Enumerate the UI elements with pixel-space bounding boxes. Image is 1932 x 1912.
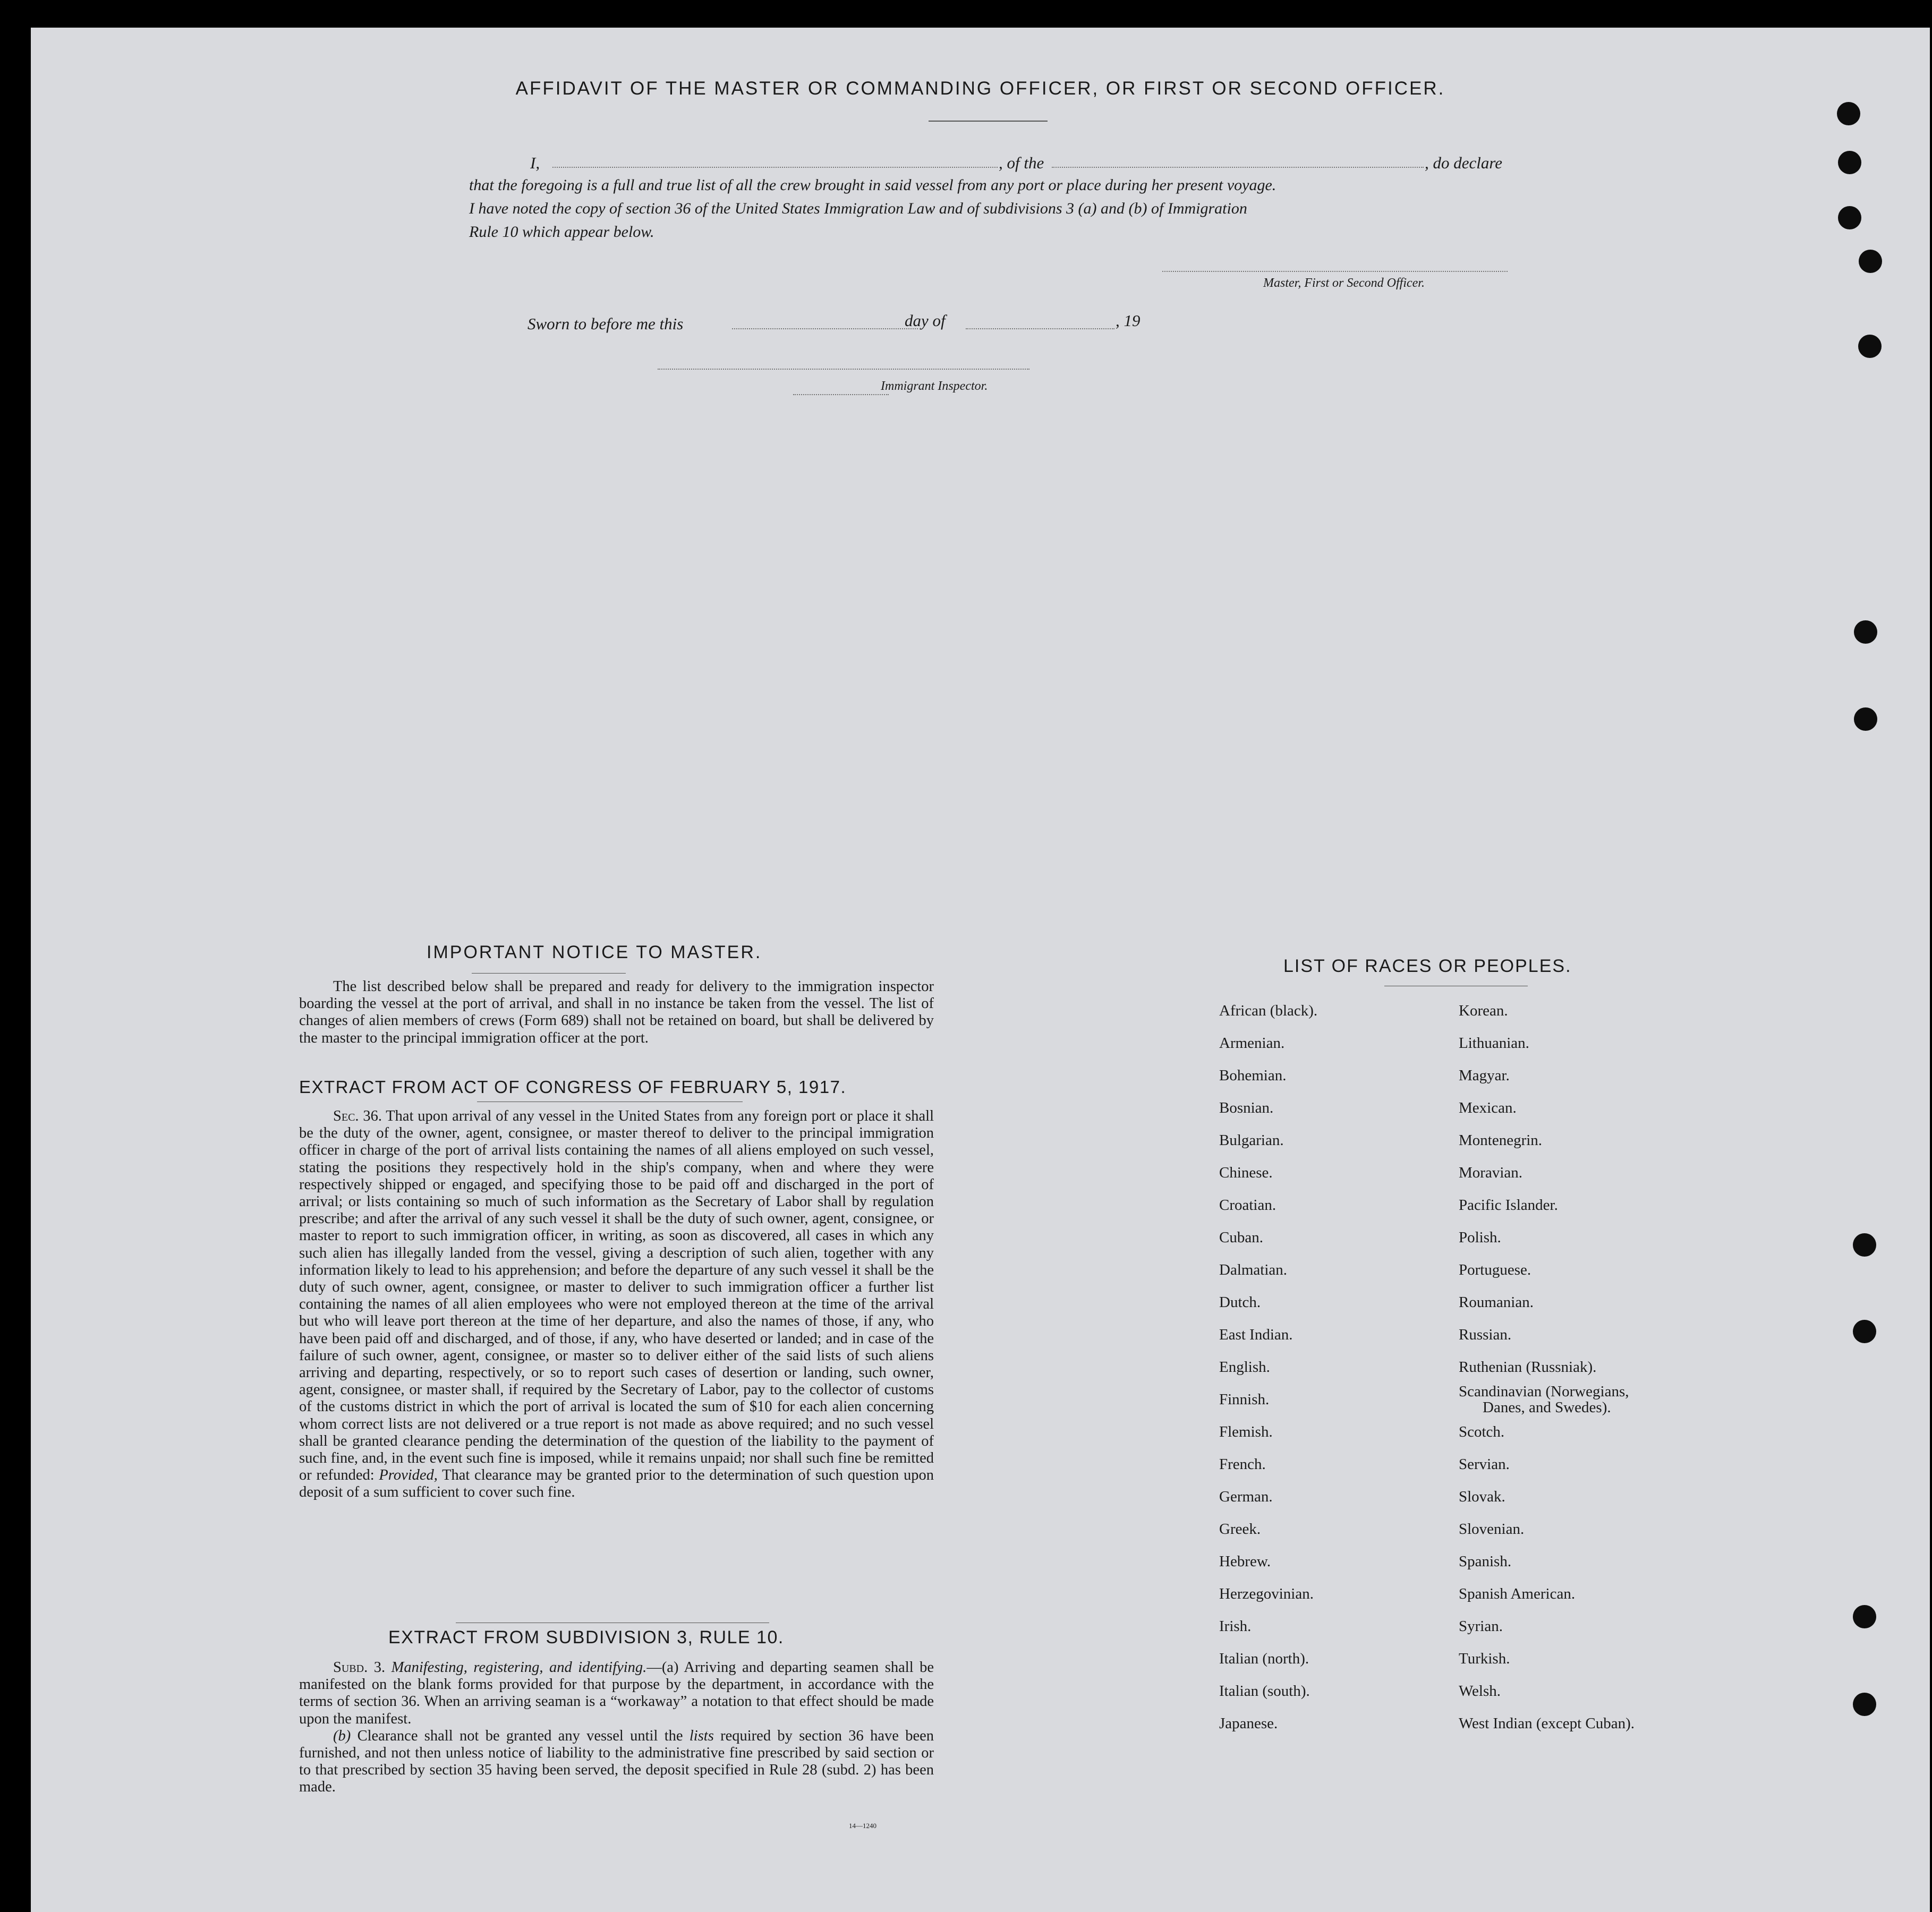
punch-hole: [1853, 1693, 1876, 1716]
subd-b-text-2: required by section 36 have been furnished, and not then unless notice of liability to the administrative fine prescribed by said section or to that prescribed by section 35 having been served, the deposit specified in Rule 28 (subd. 2) has been made.: [299, 1727, 934, 1796]
punch-hole: [1859, 250, 1882, 273]
inspector-sign-blank[interactable]: [658, 369, 1029, 370]
rule-extract-title: EXTRACT FROM SUBDIVISION 3, RULE 10.: [388, 1627, 784, 1648]
race-item: Roumanian.: [1459, 1294, 1534, 1311]
race-item: Chinese.: [1219, 1164, 1273, 1181]
notice-paragraph: The list described below shall be prepared and ready for delivery to the immigration inspector boarding the vessel at the port of arrival, and shall in no instance be taken from the vessel. The list of changes of alien members of crews (Form 689) shall not be retained on board, but shall be delivered by the master to the principal immigration officer at the port.: [299, 978, 934, 1046]
signature-blank[interactable]: [1162, 271, 1508, 272]
punch-hole: [1838, 151, 1861, 174]
form-number: 14—1240: [849, 1822, 876, 1830]
race-item: Dutch.: [1219, 1294, 1261, 1311]
punch-hole: [1838, 206, 1861, 229]
race-item: Portuguese.: [1459, 1261, 1531, 1278]
subd-b-text-1: Clearance shall not be granted any vessel until the: [357, 1727, 683, 1744]
race-item: Dalmatian.: [1219, 1261, 1288, 1278]
race-item: Irish.: [1219, 1618, 1252, 1635]
affidavit-of-the: , of the: [999, 153, 1044, 172]
sworn-day-blank[interactable]: [732, 328, 918, 329]
subd-b-lists: lists: [689, 1727, 714, 1744]
act-text: That upon arrival of any vessel in the United States from any foreign port or place it shall be the duty of the owner, agent, consignee, or master thereof to deliver to the principal immigration officer in charge of the port of arrival lists containing the names of all aliens employed on such vessel, stating the positions they respectively hold in the ship's company, when and where they were respectively shipped or engaged, and specifying those to be paid off and discharged in the port of arrival; or lists containing so much of such information as the Secretary of Labor shall by regulation prescribe; and after the arrival of any such vessel it shall be the duty of such owner, agent, consignee, or master to report to such immigration officer, in writing, as soon as discovered, all cases in which any such alien has illegally landed from the vessel, giving a description of such alien, together with any information likely to lead to his apprehension; and before the departure of any such vessel it shall be the duty of such owner, agent, consignee, or master to deliver to such immigration officer a further list containing the names of all alien employees who were not employed thereon at the time of the arrival but who will leave port thereon at the time of her departure, and also the names of those, if any, who have been paid off and discharged, and of those, if any, who have deserted or landed; and in case of the failure of such owner, agent, consignee, or master so to deliver either of the said lists of such aliens arriving and departing, respectively, or so to report such cases of desertion or landing, such owner, agent, consignee, or master shall, if required by the Secretary of Labor, pay to the collector of customs of the customs district in which the port of arrival is located the sum of $10 for each alien concerning whom correct lists are not delivered or a true report is not made as above required; and no such vessel shall be granted clearance pending the determination of the question of the liability to the payment of such fine, and, in the event such fine is imposed, while it remains unpaid; nor shall such fine be remitted or refunded:: [299, 1108, 934, 1484]
race-item: Slovak.: [1459, 1488, 1505, 1505]
signature-label: Master, First or Second Officer.: [1263, 276, 1425, 290]
act-provided: Provided,: [379, 1467, 438, 1484]
day-of-label: day of: [905, 311, 946, 330]
race-item: Scotch.: [1459, 1423, 1505, 1440]
sworn-month-blank[interactable]: [966, 328, 1114, 329]
race-item: Russian.: [1459, 1326, 1512, 1343]
race-item-two-line: [1459, 1384, 1635, 1416]
race-item: Bulgarian.: [1219, 1132, 1284, 1149]
race-item: Armenian.: [1219, 1035, 1285, 1052]
race-item: Montenegrin.: [1459, 1132, 1543, 1149]
race-item: Finnish.: [1219, 1391, 1270, 1408]
punch-hole: [1853, 1233, 1876, 1257]
race-item-line: Scandinavian (Norwegians,: [1459, 1383, 1629, 1400]
race-item: Italian (south).: [1219, 1683, 1310, 1700]
race-item: Korean.: [1459, 1002, 1508, 1019]
race-item: Spanish American.: [1459, 1585, 1576, 1602]
race-item: Cuban.: [1219, 1229, 1263, 1246]
race-item: Pacific Islander.: [1459, 1197, 1558, 1214]
punch-hole: [1858, 335, 1882, 358]
race-item: African (black).: [1219, 1002, 1318, 1019]
race-item: Welsh.: [1459, 1683, 1501, 1700]
year-label: , 19: [1116, 311, 1141, 330]
subd-label: Subd. 3.: [333, 1659, 386, 1676]
race-item: Lithuanian.: [1459, 1035, 1529, 1052]
race-item-line: Danes, and Swedes).: [1483, 1399, 1611, 1416]
sworn-label: Sworn to before me this: [527, 314, 684, 333]
act-extract-title: EXTRACT FROM ACT OF CONGRESS OF FEBRUARY 5, 1917.: [299, 1077, 847, 1097]
race-item: Japanese.: [1219, 1715, 1278, 1732]
race-item: Croatian.: [1219, 1197, 1276, 1214]
subd-heading: Manifesting, registering, and identifying.: [391, 1659, 647, 1676]
inspector-label: Immigrant Inspector.: [881, 379, 988, 393]
affidavit-line-3: I have noted the copy of section 36 of the United States Immigration Law and of subdivisions 3 (a) and (b) of Immigration: [469, 200, 1247, 217]
race-item: Moravian.: [1459, 1164, 1522, 1181]
race-item: Spanish.: [1459, 1553, 1512, 1570]
race-item: English.: [1219, 1359, 1270, 1376]
subd-b-paragraph: [299, 1728, 934, 1796]
punch-hole: [1853, 1320, 1876, 1343]
subd-a-paragraph: [299, 1659, 934, 1728]
races-left-column: [1219, 995, 1317, 1740]
race-item: Greek.: [1219, 1521, 1261, 1538]
race-item: German.: [1219, 1488, 1273, 1505]
act-text-end: That clearance may be granted prior to the determination of such question upon deposit of a sum sufficient to cover such fine.: [299, 1467, 934, 1501]
races-title: LIST OF RACES OR PEOPLES.: [1283, 956, 1572, 976]
punch-hole: [1854, 707, 1877, 731]
affidavit-declare: , do declare: [1425, 153, 1503, 172]
act-section: Sec. 36.: [333, 1108, 382, 1124]
subd-a-text: Arriving and departing seamen shall be manifested on the blank forms provided for that purpose by the department, in accordance with the terms of section 36. When an arriving seaman is a “workaway” a notation to that effect should be made upon the manifest.: [299, 1659, 934, 1727]
punch-hole: [1853, 1605, 1876, 1628]
race-item: Flemish.: [1219, 1423, 1273, 1440]
act-extract-text: [299, 1108, 934, 1501]
affidavit-i: I,: [530, 153, 540, 172]
title-rule: [929, 121, 1048, 122]
rule-extract-text: [299, 1659, 934, 1796]
inspector-blank[interactable]: [793, 394, 889, 395]
affidavit-line-2: that the foregoing is a full and true list of all the crew brought in said vessel from any port or place during her present voyage.: [469, 176, 1276, 194]
race-item: Bosnian.: [1219, 1099, 1274, 1116]
race-item: Hebrew.: [1219, 1553, 1271, 1570]
name-blank[interactable]: [552, 167, 998, 168]
race-item: French.: [1219, 1456, 1266, 1473]
notice-title: IMPORTANT NOTICE TO MASTER.: [427, 942, 762, 962]
affidavit-line-4: Rule 10 which appear below.: [469, 223, 654, 241]
race-item: Italian (north).: [1219, 1650, 1309, 1667]
races-right-column: [1459, 995, 1635, 1740]
race-item: Syrian.: [1459, 1618, 1503, 1635]
race-item: Herzegovinian.: [1219, 1585, 1314, 1602]
race-item: Polish.: [1459, 1229, 1501, 1246]
race-item: West Indian (except Cuban).: [1459, 1715, 1635, 1732]
race-item: East Indian.: [1219, 1326, 1293, 1343]
punch-hole: [1837, 102, 1860, 125]
race-item: Slovenian.: [1459, 1521, 1525, 1538]
punch-hole: [1854, 620, 1877, 644]
race-item: Magyar.: [1459, 1067, 1510, 1084]
race-item: Mexican.: [1459, 1099, 1517, 1116]
vessel-blank[interactable]: [1052, 167, 1424, 168]
notice-rule: [472, 973, 626, 974]
affidavit-title: AFFIDAVIT OF THE MASTER OR COMMANDING OFFICER, OR FIRST OR SECOND OFFICER.: [515, 78, 1445, 99]
subd-b-label: (b): [333, 1727, 351, 1744]
subd-a-label: —(a): [646, 1659, 679, 1676]
form-page: [31, 28, 1930, 1912]
race-item: Bohemian.: [1219, 1067, 1287, 1084]
race-item: Servian.: [1459, 1456, 1510, 1473]
race-item: Turkish.: [1459, 1650, 1510, 1667]
notice-text: [299, 978, 934, 1047]
act-paragraph: [299, 1108, 934, 1501]
race-item: Ruthenian (Russniak).: [1459, 1359, 1597, 1376]
